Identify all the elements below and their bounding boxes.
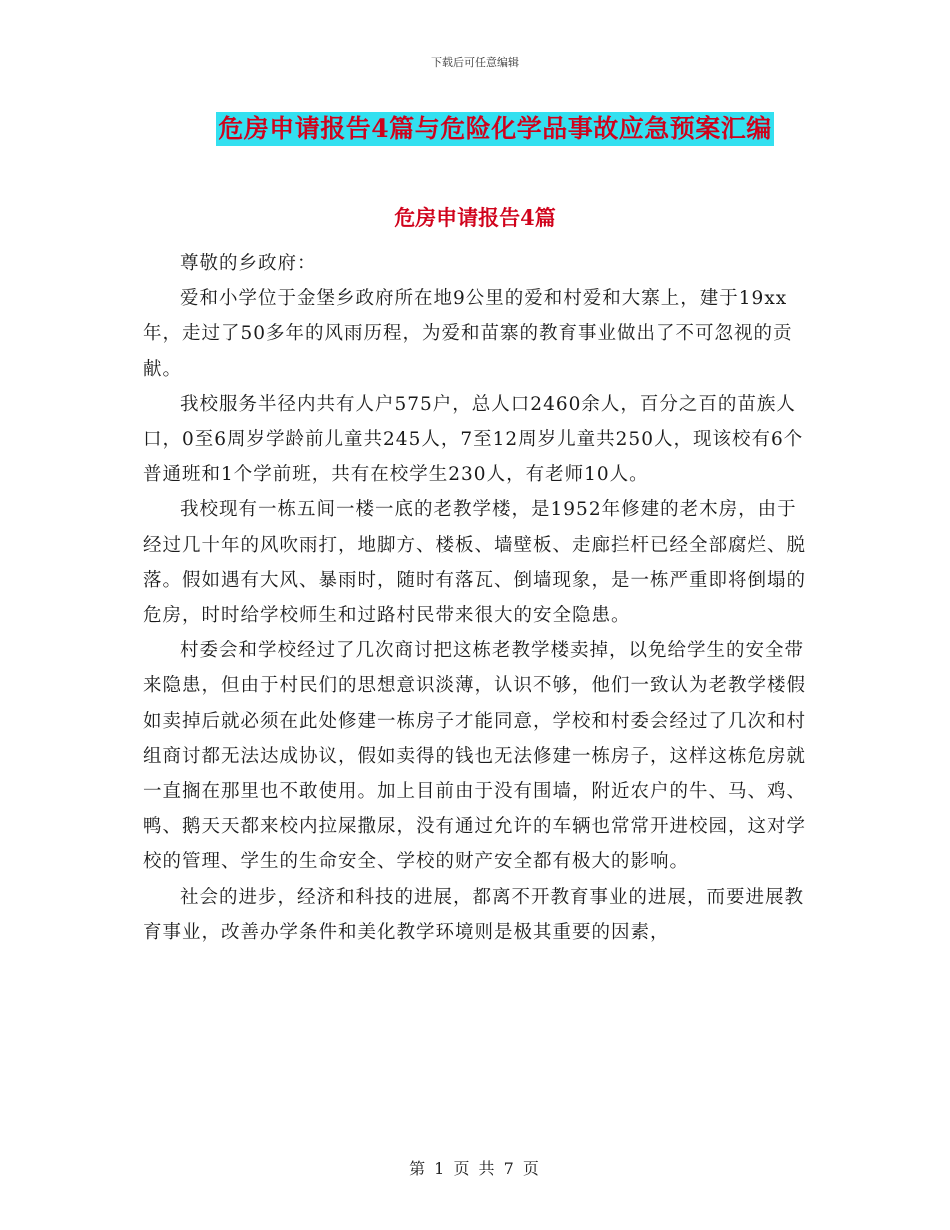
paragraph: 村委会和学校经过了几次商讨把这栋老教学楼卖掉，以免给学生的安全带来隐患，但由于村民们的思想意识淡薄，认识不够，他们一致认为老教学楼假如卖掉后就必须在此处修建一栋房子才能同意，学校和村委会经过了几次和村组商讨都无法达成协议，假如卖得的钱也无法修建一栋房子，这样这栋危房就一直搁在那里也不敢使用。加上目前由于没有围墙，附近农户的牛、马、鸡、鸭、鹅天天都来校内拉屎撒尿，没有通过允许的车辆也常常开进校园，这对学校的管理、学生的生命安全、学校的财产安全都有极大的影响。 (143, 640, 807, 873)
doc-title-container (0, 112, 950, 146)
paragraph: 社会的进步，经济和科技的进展，都离不开教育事业的进展，而要进展教育事业，改善办学条件和美化教学环境则是极其重要的因素， (143, 886, 805, 943)
page-number-footer: 第 1 页 共 7 页 (409, 1159, 541, 1178)
paragraph: 爱和小学位于金堡乡政府所在地9公里的爱和村爱和大寨上，建于19xx年，走过了50多年的风雨历程，为爱和苗寨的教育事业做出了不可忽视的贡献。 (143, 288, 793, 380)
paragraph: 我校服务半径内共有人户575户，总人口2460余人，百分之百的苗族人口，0至6周岁学龄前儿童共245人，7至12周岁儿童共250人，现该校有6个普通班和1个学前班，共有在校学生230人，有老师10人。 (143, 393, 804, 486)
section-title: 危房申请报告4篇 (394, 205, 556, 230)
doc-title: 危房申请报告4篇与危险化学品事故应急预案汇编 (216, 112, 773, 146)
paragraph-salutation: 尊敬的乡政府： (180, 253, 317, 274)
body-text (143, 246, 815, 950)
paragraph: 我校现有一栋五间一楼一底的老教学楼，是1952年修建的老木房，由于经过几十年的风吹雨打，地脚方、楼板、墙壁板、走廊拦杆已经全部腐烂、脱落。假如遇有大风、暴雨时，随时有落瓦、倒墙现象，是一栋严重即将倒塌的危房，时时给学校师生和过路村民带来很大的安全隐患。 (143, 499, 807, 627)
header-note: 下载后可任意编辑 (431, 56, 519, 69)
